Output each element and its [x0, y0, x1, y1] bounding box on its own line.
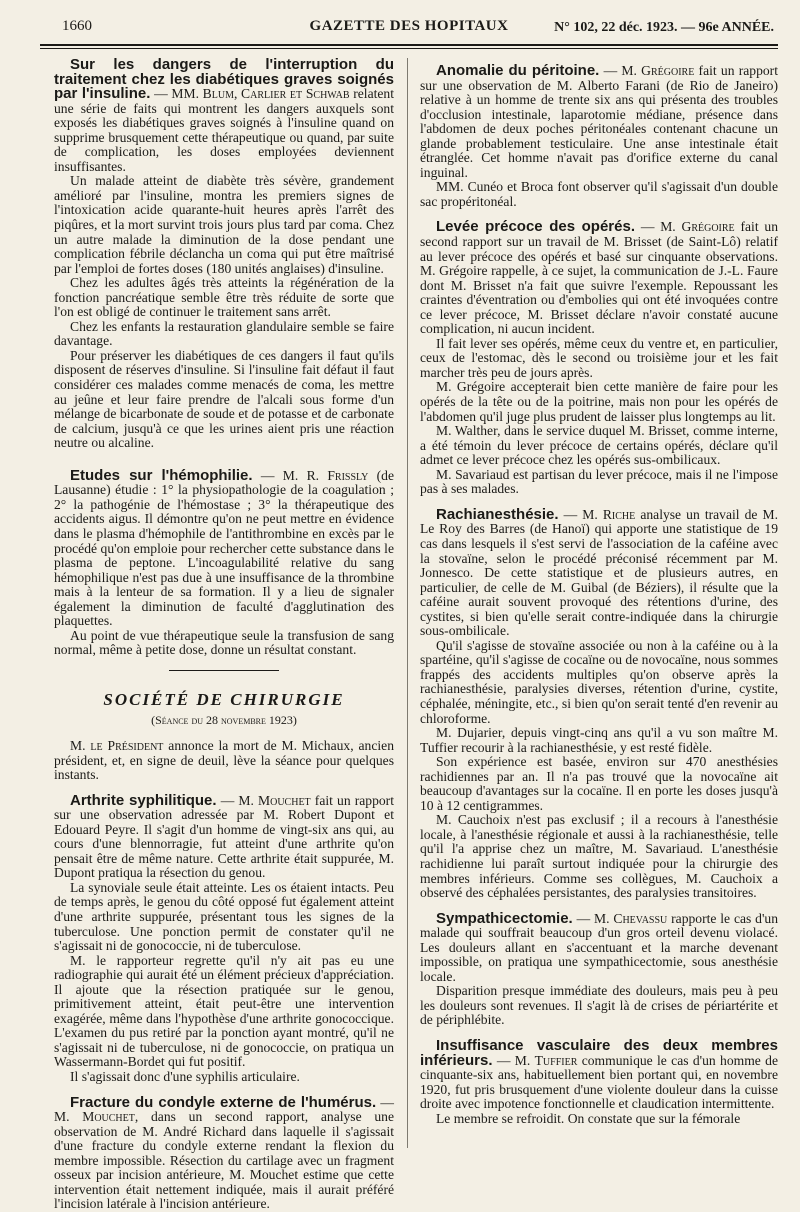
- issue-info: N° 102, 22 déc. 1923. — 96e ANNÉE.: [554, 20, 774, 35]
- paragraph: M. Savariaud est partisan du lever précoce, mais il ne l'impose pas à ses malades.: [420, 466, 778, 497]
- paragraph: Le membre se refroidit. On constate que sur la fémorale: [436, 1110, 741, 1126]
- article-arthrite: Arthrite syphilitique. — M. Mouchet fait un rapport sur une observation adressée par M. Robert Dupont et Edouard Peyre. Il s'agit d'un homme de vingt-six ans qui, au cours d'une blennorragie, fut atteint d'une arthrite qu'on pensait être de même nature. Cette arthrite était suppurée, M. Dupont pratiqua la résection du genou. La synoviale seule était atteinte. Les os étaient intacts. Peu de temps après, le genou du côté opposé fut également atteint d'une arthrite suppurée, présentant tous les signes de la tuberculose. Une ponction permit de constater qu'il ne s'agissait ni de gonococcie, ni de tuberculose. M. le rapporteur regrette qu'il n'y ait pas eu une radiographie qui aurait été un élément précieux d'appréciation. Il ajoute que la résection pratiquée sur le genou, primitivement atteint, était peut-être une intervention exagérée, même dans l'hypothèse d'une arthrite gonococcique. L'examen du pus retiré par la ponction ayant montré, qu'il ne s'agissait ni de tuberculose, ni de gonococcie, on pratiqua un Wassermann-Bordet qui fut positif. Il s'agissait donc d'une syphilis articulaire.: [54, 791, 394, 1084]
- left-column: [54, 58, 394, 1212]
- column-divider: [407, 58, 408, 1148]
- paragraph: Chez les enfants la restauration glandulaire semble se faire davantage.: [54, 318, 394, 349]
- article-rachianesthesie: Rachianesthésie. — M. Riche analyse un travail de M. Le Roy des Barres (de Hanoï) qui apporte une statistique de 19 cas dans lesquels il s'est servi de l'association de la caféine avec la stovaïne, selon le procédé préconisé récemment par M. Jonnesco. De cette statistique et de plusieurs autres, en particulier, de celle de M. Guibal (de Béziers), il résulte que la caféine aurait souvent provoqué des rétentions d'urine, des cystites, si bien qu'elle serait contre-indiquée dans la chirurgie sous-ombilicale. Qu'il s'agisse de stovaïne associée ou non à la caféine ou à la spartéine, qu'il s'agisse de cocaïne ou de novocaïne, nous sommes frappés des accidents multiples qu'on observe après la rachianesthésie, paralysies diverses, rétention d'urine, cystite, céphalée, méningite, etc., si bien qu'on serait tenté d'en revenir au chloroforme. M. Dujarier, depuis vingt-cinq ans qu'il a vu son maître M. Tuffier recourir à la rachianesthésie, y est resté fidèle. Son expérience est basée, environ sur 470 anesthésies rachidiennes par an. Il n'a pas trouvé que la novocaïne ait beaucoup d'avantages sur la cocaïne. Il en porte les doses jusqu'à 10 à 12 centigrammes. M. Cauchoix n'est pas exclusif ; il a recours à l'anesthésie locale, à l'anesthésie régionale et aussi à la rachianesthésie, telle qu'il l'a apprise chez un maître, M. Savariaud. L'anesthésie rachidienne lui paraît surtout indiquée pour la chirurgie des membres inférieurs. Comme ses collègues, M. Cauchoix a observé des céphalées persistantes, des paralysies transitoires.: [420, 505, 778, 901]
- article-insuline: Sur les dangers de l'interruption du traitement chez les diabétiques graves soignés par l'insuline. — MM. Blum, Carlier et Schwab relatent une série de faits qui montrent les dangers auxquels sont exposés les diabétiques graves soignés à l'insuline quand on supprime brusquement cette thérapeutique ou quand, par suite de complication, les doses employées deviennent insuffisantes. Un malade atteint de diabète très sévère, grandement amélioré par l'insuline, montra les premiers signes de l'intoxication acide quarante-huit heures après l'arrêt des piqûres, et la mort survint trois jours plus tard par coma. Chez un autre malade la diminution de la dose pendant une complication fébrile déclancha un coma qui put être maîtrisé par l'emploi de fortes doses (180 unités anglaises) d'insuline. Chez les adultes âgés très atteints la régénération de la fonction pancréatique semble être très réduite de sorte que l'on est obligé de continuer le traitement sans arrêt. Chez les enfants la restauration glandulaire semble se faire davantage. Pour préserver les diabétiques de ces dangers il faut qu'ils disposent de réserves d'insuline. Si l'insuline fait défaut il faut considérer ces malades comme menacés de coma, les mettre au jeûne et leur faire prendre de l'alcali sous forme d'un mélange de bicarbonate de soude et de potasse et de carbonate de calcium, jusqu'à ce que les urines aient pris une réaction neutre ou alcaline.: [54, 56, 394, 451]
- paragraph: M. le rapporteur regrette qu'il n'y ait pas eu une radiographie qui aurait été un élément précieux d'appréciation. Il ajoute que la résection pratiquée sur le genou, primitivement atteint, était peut-être une intervention exagérée, même dans l'hypothèse d'une arthrite gonococcique. L'examen du pus retiré par la ponction ayant montré, qu'il ne s'agissait ni de tuberculose, ni de gonococcie, on pratiqua un Wassermann-Bordet qui fut positif.: [54, 952, 394, 1070]
- article-title: Anomalie du péritoine.: [436, 62, 600, 79]
- header-rule-thin: [40, 48, 778, 49]
- article-title: Levée précoce des opérés.: [436, 218, 635, 236]
- article-sympathicectomie: Sympathicectomie. — M. Chevassu rapporte le cas d'un malade qui souffrait beaucoup d'un gros orteil devenu violacé. Les douleurs allant en s'accentuant et la marche devenant impossible, on pratiqua une sympathicectomie, sous anesthésie locale. Disparition presque immédiate des douleurs, mais peu à peu les douleurs sont revenues. Il s'agit là de crises de périartérite et de périphlébite.: [420, 909, 778, 1028]
- paragraph: Pour préserver les diabétiques de ces dangers il faut qu'ils disposent de réserves d'insuline. Si l'insuline fait défaut il faut considérer ces malades comme menacés de coma, les mettre au jeûne et leur faire prendre de l'alcali sous forme d'un mélange de bicarbonate de soude et de potasse et de carbonate de calcium, jusqu'à ce que les urines aient pris une réaction neutre ou alcaline.: [54, 347, 394, 451]
- paragraph: Il s'agissait donc d'une syphilis articulaire.: [70, 1069, 300, 1084]
- article-title: Sympathicectomie.: [436, 909, 573, 927]
- journal-title: GAZETTE DES HOPITAUX: [309, 18, 509, 34]
- paragraph: La synoviale seule était atteinte. Les os étaient intacts. Peu de temps après, le genou du côté opposé fut également atteint d'une arthrite suppurée, présentant tous les signes de la tuberculose. Une ponction permit de constater qu'il ne s'agissait ni de gonococcie, ni de tuberculose.: [54, 879, 394, 954]
- header-rule: [40, 44, 778, 46]
- paragraph: Au point de vue thérapeutique seule la transfusion de sang normal, même à petite dose, donne un résultat constant.: [54, 627, 394, 658]
- paragraph: M. Walther, dans le service duquel M. Brisset, comme interne, a été témoin du lever précoce de certains opérés, déclare qu'il admet ce lever précoce chez les opérés sus-ombilicaux.: [420, 423, 778, 468]
- section-title: SOCIÉTÉ DE CHIRURGIE: [103, 689, 345, 709]
- article-insuffisance: Insuffisance vasculaire des deux membres inférieurs. — M. Tuffier communique le cas d'un homme de cinquante-six ans, habituellement bien portant qui, en novembre 1920, fut pris brusquement d'une violente douleur dans la cuisse droite avec impotence fonctionnelle et claudication intermittente. Le membre se refroidit. On constate que sur la fémorale: [420, 1037, 778, 1126]
- right-column: [420, 64, 778, 1126]
- article-humerus: Fracture du condyle externe de l'humérus. — M. Mouchet, dans un second rapport, analyse une observation de M. André Richard dans laquelle il s'agissait d'une fracture du condyle externe rendant la flexion du membre impossible. Résection du cartilage avec un fragment osseux par incision antérieure, M. Mouchet estime que cette intervention était nettement indiquée, mais il aurait préféré l'incision latérale à l'incision antérieure.: [54, 1093, 395, 1212]
- paragraph: Disparition presque immédiate des douleurs, mais peu à peu les douleurs sont revenues. Il s'agit là de crises de périartérite et de périphlébite.: [420, 983, 778, 1028]
- paragraph: MM. Cunéo et Broca font observer qu'il s'agissait d'un double sac propéritonéal.: [420, 179, 778, 209]
- paragraph: Il fait lever ses opérés, même ceux du ventre et, en particulier, ceux de l'estomac, dès le second ou troisième jour et les fait marcher très peu de jours après.: [420, 335, 778, 380]
- article-title: Fracture du condyle externe de l'humérus.: [70, 1093, 377, 1111]
- article-president: M. le Président annonce la mort de M. Michaux, ancien président, et, en signe de deuil, lève la séance pour quelques instants.: [54, 737, 394, 783]
- section-subtitle: (Séance du 28 novembre 1923): [151, 713, 297, 728]
- page-number: 1660: [62, 18, 92, 34]
- article-levee: Levée précoce des opérés. — M. Grégoire fait un second rapport sur un travail de M. Brisset (de Saint-Lô) relatif au lever précoce des opérés et basé sur cinquante observations. M. Grégoire rappelle, à ce sujet, la communication de J.-L. Faure dont M. Brisset n'a fait que suivre l'exemple. Repoussant les craintes d'éventration ou d'embolies qui ont été invoquées contre ce lever précoce, M. Brisset déclare n'avoir constaté aucune complication, ni aucun incident. Il fait lever ses opérés, même ceux du ventre et, en particulier, ceux de l'estomac, dès le second ou troisième jour et les fait marcher très peu de jours après. M. Grégoire accepterait bien cette manière de faire pour les opérés de la tête ou de la poitrine, mais non pour les opérés de l'abdomen qu'il juge plus prudent de laisser plus longtemps au lit. M. Walther, dans le service duquel M. Brisset, comme interne, a été témoin du lever précoce de certains opérés, déclare qu'il admet ce lever précoce chez les opérés sus-ombilicaux. M. Savariaud est partisan du lever précoce, mais il ne l'impose pas à ses malades.: [420, 218, 778, 497]
- paragraph: Son expérience est basée, environ sur 470 anesthésies rachidiennes par an. Il n'a pas trouvé que la novocaïne ait beaucoup d'avantages sur la cocaïne. Il en porte les doses jusqu'à 10 à 12 centigrammes.: [420, 754, 778, 813]
- paragraph: M. Cauchoix n'est pas exclusif ; il a recours à l'anesthésie locale, à l'anesthésie régionale et aussi à la rachianesthésie, telle qu'il l'a apprise chez un maître, M. Savariaud. L'anesthésie rachidienne lui paraît surtout indiquée pour la chirurgie des membres inférieurs. Comme ses collègues, M. Cauchoix a observé des céphalées persistantes, des paralysies transitoires.: [420, 812, 778, 901]
- paragraph: Chez les adultes âgés très atteints la régénération de la fonction pancréatique semble être très réduite de sorte que l'on est obligé de continuer le traitement sans arrêt.: [54, 275, 394, 320]
- article-title: Sur les dangers de l'interruption du traitement chez les diabétiques graves soignés par l'insuline.: [54, 56, 394, 103]
- article-title: Etudes sur l'hémophilie.: [70, 466, 253, 484]
- page-header: [40, 14, 778, 38]
- article-title: Insuffisance vasculaire des deux membres inférieurs.: [420, 1037, 778, 1069]
- article-hemophilie: Etudes sur l'hémophilie. — M. R. Frissly (de Lausanne) étudie : 1° la physiopathologie de la coagulation ; 2° la pathogénie de l'hémostase ; 3° la thérapeutique des accidents aigus. Il démontre qu'on ne peut mettre en évidence dans le plasma d'hémophile de l'antithrombine en excès par le procédé qu'on emploie pour rechercher cette substance dans le plasma de peptone. L'incoagulabilité relative du sang hémophilique n'est pas due à une insuffisance de la thrombine mais à la lenteur de sa formation. Il y a lieu de signaler également la diminution de faculté d'agglutination des plaquettes. Au point de vue thérapeutique seule la transfusion de sang normal, même à petite dose, donne un résultat constant.: [54, 466, 395, 658]
- article-peritoine: Anomalie du péritoine. — M. Grégoire fait un rapport sur une observation de M. Alberto Farani (de Rio de Janeiro) relative à un homme de trente six ans qui présenta des troubles d'occlusion intestinale, laparotomie médiane, présence dans l'abdomen de deux poches péritonéales contenant chacune un glande probablement testiculaire. Une anse intestinale était étranglée. Cet homme n'avait pas d'orifice externe du canal inguinal. MM. Cunéo et Broca font observer qu'il s'agissait d'un double sac propéritonéal.: [420, 62, 778, 209]
- paragraph: M. Dujarier, depuis vingt-cinq ans qu'il a vu son maître M. Tuffier recourir à la rachianesthésie, y est resté fidèle.: [420, 725, 778, 755]
- article-title: Arthrite syphilitique.: [70, 791, 217, 809]
- paragraph: Qu'il s'agisse de stovaïne associée ou non à la caféine ou à la spartéine, qu'il s'agisse de cocaïne ou de novocaïne, nous sommes frappés des accidents multiples qu'on observe après la rachianesthésie, paralysies diverses, rétention d'urine, cystite, céphalée, méningite, etc., si bien qu'on serait tenté d'en revenir au chloroforme.: [420, 637, 778, 726]
- article-title: Rachianesthésie.: [436, 505, 559, 523]
- section-separator: [169, 670, 279, 671]
- paragraph: Un malade atteint de diabète très sévère, grandement amélioré par l'insuline, montra les premiers signes de l'intoxication acide quarante-huit heures après l'arrêt des piqûres, et la mort survint trois jours plus tard par coma. Chez un autre malade la diminution de la dose pendant une complication fébrile déclancha un coma qui put être maîtrisé par l'emploi de fortes doses (180 unités anglaises) d'insuline.: [54, 173, 394, 276]
- paragraph: M. Grégoire accepterait bien cette manière de faire pour les opérés de la tête ou de la poitrine, mais non pour les opérés de l'abdomen qu'il juge plus prudent de laisser plus longtemps au lit.: [420, 379, 778, 424]
